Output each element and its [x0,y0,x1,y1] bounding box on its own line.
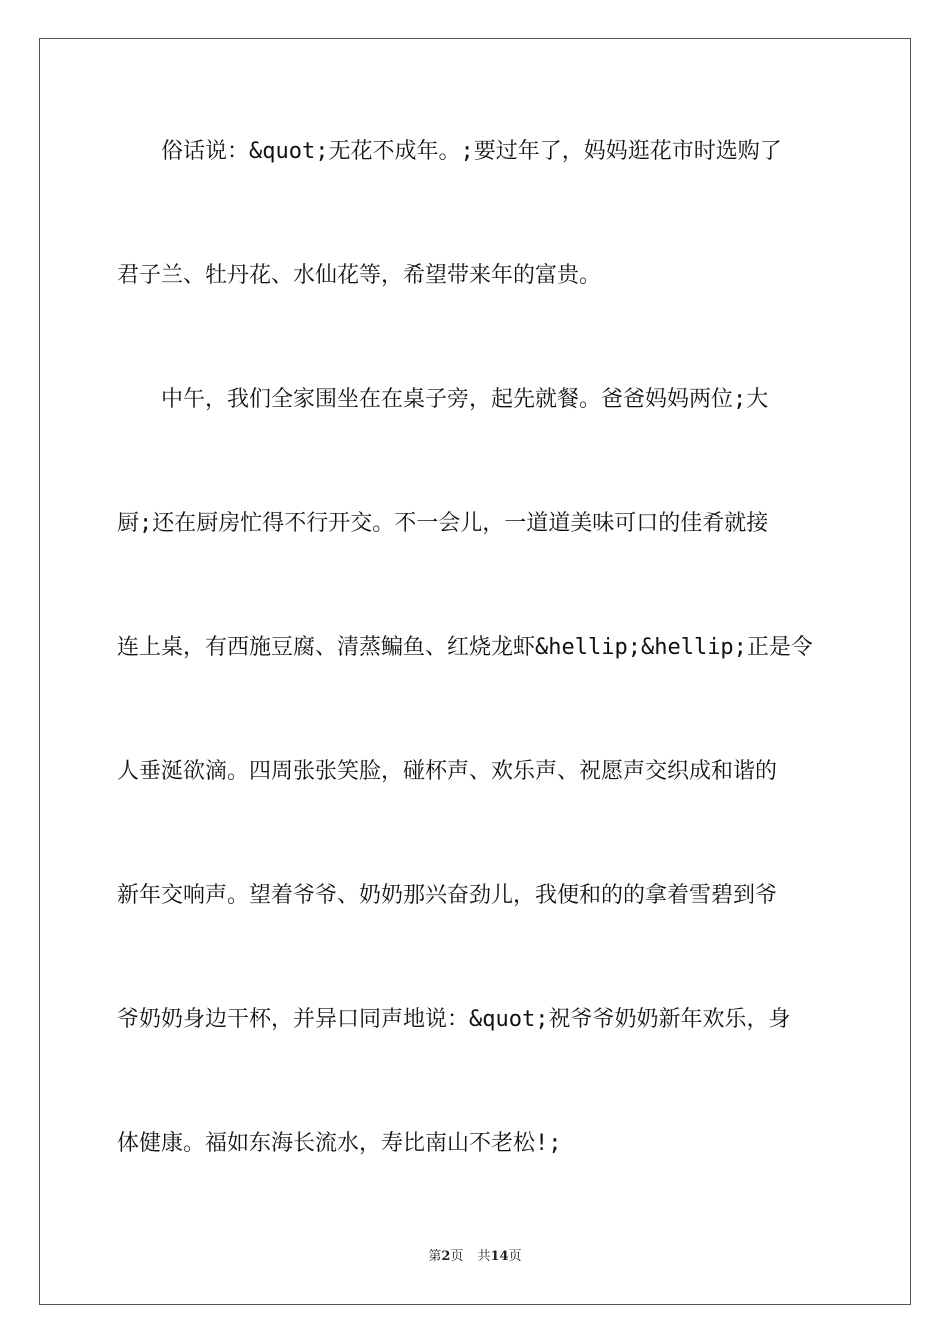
total-prefix: 共 [477,1249,491,1264]
total-pages: 14 [490,1249,509,1264]
paragraph-2 [117,338,837,1206]
paragraph-1 [117,90,837,338]
paragraph-line: 爷奶奶身边干杯，并异口同声地说：&quot;祝爷爷奶奶新年欢乐，身 [117,1007,791,1032]
page-number: 2 [441,1249,451,1264]
paragraph-line: 人垂涎欲滴。四周张张笑脸，碰杯声、欢乐声、祝愿声交织成和谐的 [117,759,778,784]
paragraph-line: 中午，我们全家围坐在在桌子旁，起先就餐。爸爸妈妈两位;大 [117,387,769,412]
page-prefix: 第 [428,1249,442,1264]
paragraph-line: 厨;还在厨房忙得不行开交。不一会儿，一道道美味可口的佳肴就接 [117,511,769,536]
paragraph-line: 体健康。福如东海长流水，寿比南山不老松!; [117,1131,562,1156]
page-footer [0,1245,950,1264]
paragraph-line: 连上桌，有西施豆腐、清蒸鳊鱼、红烧龙虾&hellip;&hellip;正是令 [117,635,813,660]
paragraph-line: 俗话说：&quot;无花不成年。;要过年了，妈妈逛花市时选购了 [117,139,782,164]
paragraph-line: 新年交响声。望着爷爷、奶奶那兴奋劲儿，我便和的的拿着雪碧到爷 [117,883,778,908]
page-suffix: 页 [450,1249,464,1264]
total-suffix: 页 [508,1249,522,1264]
paragraph-line: 君子兰、牡丹花、水仙花等，希望带来年的富贵。 [117,263,602,288]
